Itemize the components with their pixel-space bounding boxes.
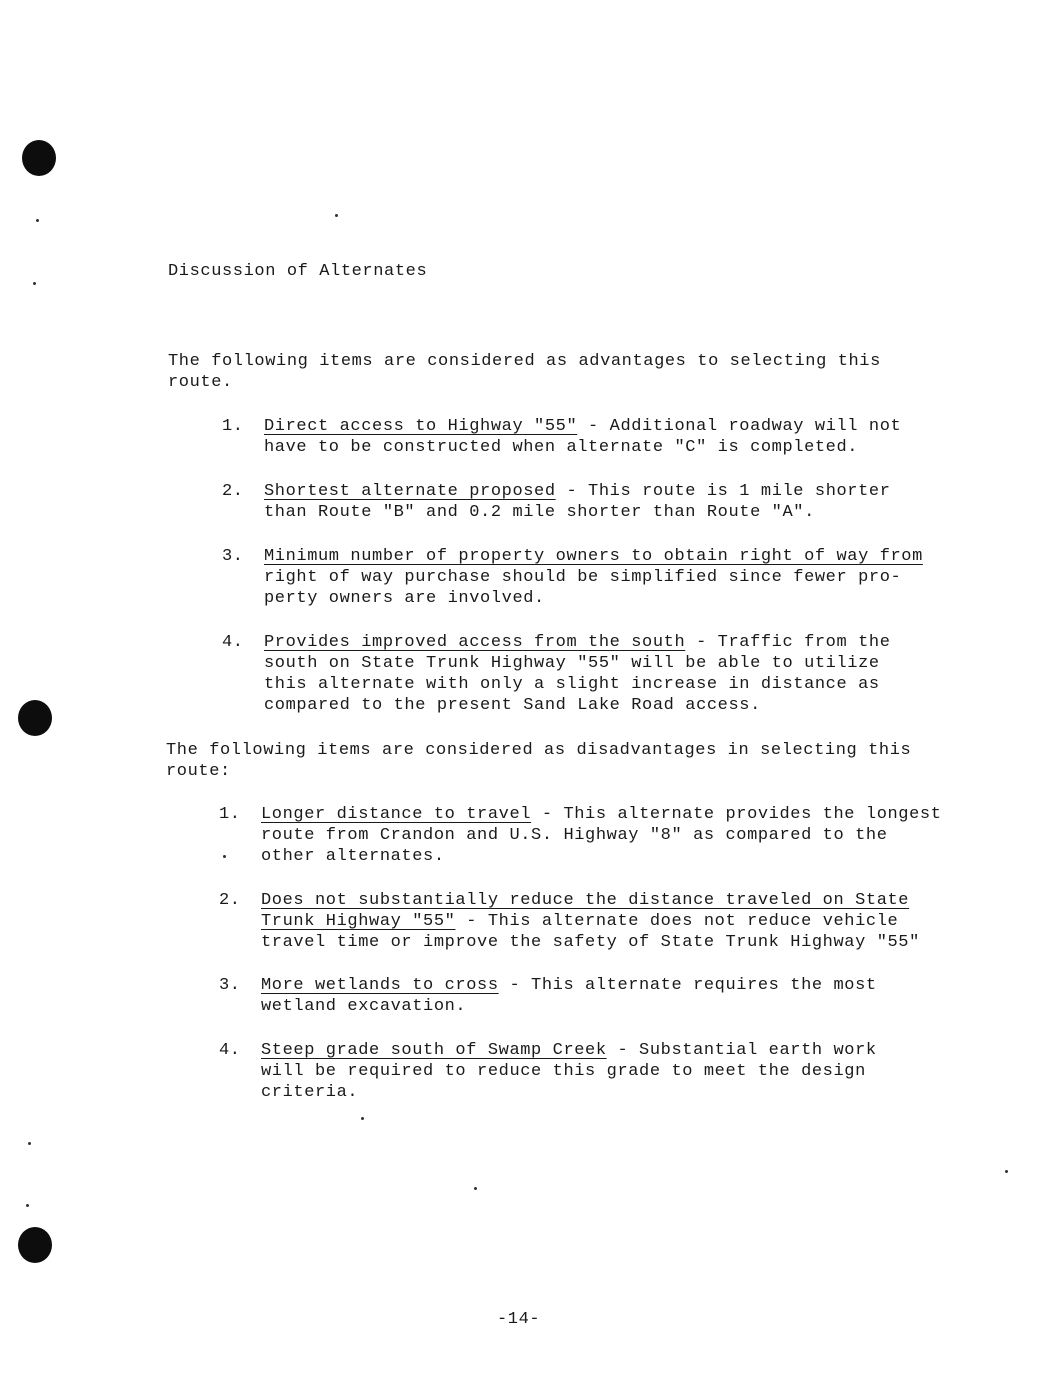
- item-more-lines: route from Crandon and U.S. Highway "8" as compared to the other alternates.: [261, 826, 888, 866]
- item-text: [261, 890, 920, 953]
- scan-speck: [1005, 1170, 1008, 1173]
- punch-hole-top: [22, 140, 56, 176]
- item-title: Provides improved access from the south: [264, 633, 686, 652]
- scan-speck: [28, 1142, 31, 1145]
- item-title: Longer distance to travel: [261, 805, 532, 824]
- item-more-lines: south on State Trunk Highway "55" will be able to utilize this alternate with only a slight increase in distance as compared to the present Sand Lake Road access.: [264, 654, 880, 715]
- item-line1-rest: - Additional roadway will not: [577, 417, 902, 436]
- item-text: [261, 1040, 877, 1103]
- disadvantages-intro-line2: route:: [166, 762, 231, 781]
- item-text: [264, 632, 891, 716]
- item-number: 2.: [222, 482, 244, 501]
- advantages-intro-line1: The following items are considered as advantages to selecting this: [168, 352, 881, 371]
- item-more-lines: than Route "B" and 0.2 mile shorter than Route "A".: [264, 503, 815, 522]
- item-text: [261, 804, 942, 867]
- scan-speck: [26, 1204, 29, 1207]
- scan-speck: [36, 219, 39, 222]
- item-more-lines: have to be constructed when alternate "C" is completed.: [264, 438, 859, 457]
- advantages-intro: [168, 351, 881, 393]
- punch-hole-bottom: [18, 1227, 52, 1263]
- item-title: Direct access to Highway "55": [264, 417, 578, 436]
- scan-speck: [474, 1187, 477, 1190]
- item-title: Steep grade south of Swamp Creek: [261, 1041, 607, 1060]
- item-number: 3.: [219, 976, 241, 995]
- item-text: [264, 416, 901, 458]
- disadvantages-intro-line1: The following items are considered as disadvantages in selecting this: [166, 741, 912, 760]
- item-more-lines: will be required to reduce this grade to meet the design criteria.: [261, 1062, 866, 1102]
- item-number: 4.: [222, 633, 244, 652]
- item-text: [264, 481, 891, 523]
- item-line1-rest: - This route is 1 mile shorter: [555, 482, 891, 501]
- item-more-lines: wetland excavation.: [261, 997, 467, 1016]
- item-more-lines: travel time or improve the safety of State Trunk Highway "55": [261, 933, 920, 952]
- item-line1-rest: - This alternate provides the longest: [531, 805, 942, 824]
- item-title: Minimum number of property owners to obtain right of way from: [264, 547, 923, 566]
- scan-speck: [335, 214, 338, 217]
- punch-hole-middle: [18, 700, 52, 736]
- scan-speck: [361, 1117, 364, 1120]
- item-more-lines: right of way purchase should be simplified since fewer pro- perty owners are involved.: [264, 568, 902, 608]
- item-number: 4.: [219, 1041, 241, 1060]
- section-heading: Discussion of Alternates: [168, 262, 428, 281]
- item-title: Shortest alternate proposed: [264, 482, 556, 501]
- item-number: 1.: [222, 417, 244, 436]
- item-number: 1.: [219, 805, 241, 824]
- item-title: More wetlands to cross: [261, 976, 499, 995]
- page-number: -14-: [497, 1310, 541, 1329]
- item-line2-rest: - This alternate does not reduce vehicle: [455, 912, 899, 931]
- item-title-line2: Trunk Highway "55": [261, 912, 456, 931]
- disadvantages-intro: [166, 740, 911, 782]
- item-text: [264, 546, 923, 609]
- item-line1-rest: - This alternate requires the most: [498, 976, 877, 995]
- item-line1-rest: - Substantial earth work: [606, 1041, 877, 1060]
- item-number: 2.: [219, 891, 241, 910]
- item-line1-rest: - Traffic from the: [685, 633, 891, 652]
- scan-speck: [33, 282, 36, 285]
- scan-speck: [223, 855, 226, 858]
- advantages-intro-line2: route.: [168, 373, 233, 392]
- item-title: Does not substantially reduce the distance traveled on State: [261, 891, 910, 910]
- item-text: [261, 975, 877, 1017]
- item-number: 3.: [222, 547, 244, 566]
